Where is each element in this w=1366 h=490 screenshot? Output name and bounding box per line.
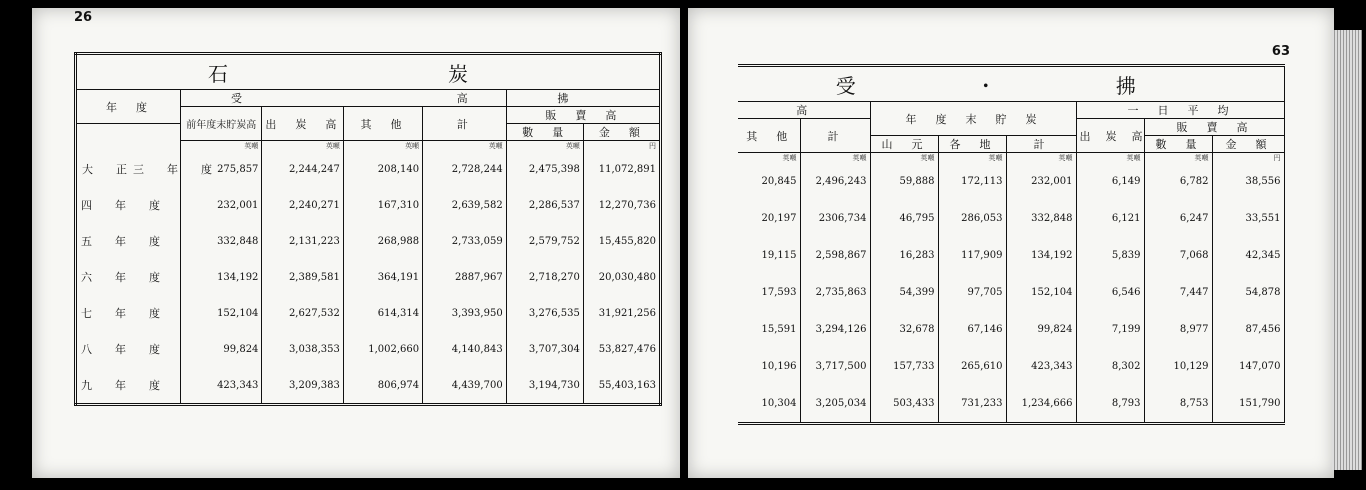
header-year: 年 度 — [76, 90, 181, 124]
daily-output-cell: 5,839 — [1076, 237, 1144, 274]
unit-ton: 英噸 — [870, 153, 938, 164]
sales-qty-cell: 2,718,270 — [506, 259, 583, 295]
header-stock-total: 計 — [1006, 136, 1076, 153]
total-cell: 2,733,059 — [423, 223, 507, 259]
daily-amt-cell: 54,878 — [1212, 274, 1284, 311]
daily-qty-cell: 6,782 — [1144, 163, 1212, 200]
total-cell: 2,728,244 — [423, 151, 507, 187]
prev-stock-cell: 275,857 — [181, 151, 262, 187]
right-title: 受 ・ 拂 — [738, 66, 1284, 102]
daily-qty-cell: 6,247 — [1144, 200, 1212, 237]
unit-yen: 円 — [583, 141, 660, 152]
daily-amt-cell: 87,456 — [1212, 311, 1284, 348]
daily-amt-cell: 151,790 — [1212, 385, 1284, 424]
sales-amt-cell: 12,270,736 — [583, 187, 660, 223]
total-cell: 2,639,582 — [423, 187, 507, 223]
stock-total-cell: 423,343 — [1006, 348, 1076, 385]
year-cell: 九 年 度 — [81, 379, 166, 392]
total-cell: 2,598,867 — [800, 237, 870, 274]
year-cell: 四 年 度 — [81, 199, 166, 212]
output-cell: 3,038,353 — [262, 331, 343, 367]
table-row — [738, 163, 1284, 200]
header-daily-output: 出 炭 高 — [1076, 119, 1144, 153]
header-year-spacer — [76, 124, 181, 141]
unit-ton: 英噸 — [782, 154, 797, 162]
prev-stock-cell: 134,192 — [181, 259, 262, 295]
header-paid: 拂 — [506, 90, 660, 107]
output-cell: 2,389,581 — [262, 259, 343, 295]
left-table — [74, 52, 662, 406]
year-cell: 七 年 度 — [81, 307, 166, 320]
table-row — [738, 348, 1284, 385]
unit-spacer — [76, 141, 181, 152]
table-row — [76, 151, 661, 187]
various-stock-cell: 172,113 — [938, 163, 1006, 200]
header-daily-qty: 數 量 — [1144, 136, 1212, 153]
daily-qty-cell: 7,447 — [1144, 274, 1212, 311]
unit-ton: 英噸 — [423, 141, 507, 152]
stock-total-cell: 99,824 — [1006, 311, 1076, 348]
total-cell: 2887,967 — [423, 259, 507, 295]
year-cell: 六 年 度 — [81, 271, 166, 284]
other-cell: 268,988 — [343, 223, 422, 259]
table-row — [76, 367, 661, 405]
other-cell: 10,196 — [761, 361, 797, 372]
other-cell: 208,140 — [343, 151, 422, 187]
total-cell: 4,439,700 — [423, 367, 507, 405]
other-cell: 17,593 — [761, 287, 797, 298]
header-daily-sales: 販 賣 高 — [1144, 119, 1284, 136]
era-label: 大 正 — [82, 163, 133, 176]
table-row — [738, 237, 1284, 274]
sales-qty-cell: 2,286,537 — [506, 187, 583, 223]
daily-output-cell: 6,121 — [1076, 200, 1144, 237]
book-page-edge — [1332, 30, 1362, 470]
daily-qty-cell: 8,977 — [1144, 311, 1212, 348]
table-row — [76, 259, 661, 295]
header-other: 其 他 — [738, 119, 800, 153]
table-row — [76, 295, 661, 331]
unit-ton: 英噸 — [938, 153, 1006, 164]
left-page — [32, 8, 680, 478]
left-title: 石 炭 — [76, 54, 661, 90]
mine-stock-cell: 59,888 — [870, 163, 938, 200]
table-row — [76, 187, 661, 223]
output-cell: 2,240,271 — [262, 187, 343, 223]
sales-amt-cell: 55,403,163 — [583, 367, 660, 405]
header-prev-stock: 前年度末貯炭高 — [181, 107, 262, 141]
total-cell: 4,140,843 — [423, 331, 507, 367]
total-cell: 3,294,126 — [800, 311, 870, 348]
various-stock-cell: 97,705 — [938, 274, 1006, 311]
daily-qty-cell: 7,068 — [1144, 237, 1212, 274]
daily-output-cell: 6,546 — [1076, 274, 1144, 311]
mine-stock-cell: 32,678 — [870, 311, 938, 348]
right-page — [688, 8, 1334, 478]
unit-ton: 英噸 — [506, 141, 583, 152]
other-cell: 10,304 — [761, 398, 797, 409]
total-cell: 2,496,243 — [800, 163, 870, 200]
unit-ton: 英噸 — [181, 141, 262, 152]
header-sales-qty: 數 量 — [506, 124, 583, 141]
other-cell: 15,591 — [761, 324, 797, 335]
other-cell: 20,197 — [761, 213, 797, 224]
daily-output-cell: 7,199 — [1076, 311, 1144, 348]
unit-ton: 英噸 — [1076, 153, 1144, 164]
table-row — [738, 274, 1284, 311]
header-total: 計 — [800, 119, 870, 153]
mine-stock-cell: 46,795 — [870, 200, 938, 237]
daily-qty-cell: 10,129 — [1144, 348, 1212, 385]
unit-ton: 英噸 — [262, 141, 343, 152]
stock-total-cell: 332,848 — [1006, 200, 1076, 237]
output-cell: 2,627,532 — [262, 295, 343, 331]
prev-stock-cell: 332,848 — [181, 223, 262, 259]
sales-qty-cell: 3,276,535 — [506, 295, 583, 331]
prev-stock-cell: 423,343 — [181, 367, 262, 405]
other-cell: 1,002,660 — [343, 331, 422, 367]
other-cell: 20,845 — [761, 176, 797, 187]
sales-amt-cell: 15,455,820 — [583, 223, 660, 259]
table-row — [76, 331, 661, 367]
stock-total-cell: 134,192 — [1006, 237, 1076, 274]
header-received-tail: 高 — [738, 102, 870, 119]
header-various: 各 地 — [938, 136, 1006, 153]
output-cell: 2,131,223 — [262, 223, 343, 259]
mine-stock-cell: 503,433 — [870, 385, 938, 424]
sales-amt-cell: 11,072,891 — [583, 151, 660, 187]
sales-amt-cell: 31,921,256 — [583, 295, 660, 331]
table-row — [76, 223, 661, 259]
various-stock-cell: 117,909 — [938, 237, 1006, 274]
sales-qty-cell: 3,707,304 — [506, 331, 583, 367]
other-cell: 19,115 — [761, 250, 797, 261]
header-sales: 販 賣 高 — [506, 107, 660, 124]
daily-amt-cell: 33,551 — [1212, 200, 1284, 237]
year-cell: 五 年 度 — [81, 235, 166, 248]
total-cell: 3,393,950 — [423, 295, 507, 331]
sales-amt-cell: 53,827,476 — [583, 331, 660, 367]
right-table — [738, 64, 1285, 425]
total-cell: 2306,734 — [800, 200, 870, 237]
unit-yen: 円 — [1212, 153, 1284, 164]
various-stock-cell: 265,610 — [938, 348, 1006, 385]
daily-output-cell: 8,302 — [1076, 348, 1144, 385]
sales-amt-cell: 20,030,480 — [583, 259, 660, 295]
other-cell: 806,974 — [343, 367, 422, 405]
total-cell: 3,205,034 — [800, 385, 870, 424]
various-stock-cell: 67,146 — [938, 311, 1006, 348]
prev-stock-cell: 152,104 — [181, 295, 262, 331]
other-cell: 614,314 — [343, 295, 422, 331]
year-cell — [76, 151, 218, 187]
header-sales-amt: 金 額 — [583, 124, 660, 141]
header-received: 受 — [181, 90, 423, 107]
daily-amt-cell: 147,070 — [1212, 348, 1284, 385]
daily-amt-cell: 42,345 — [1212, 237, 1284, 274]
unit-ton: 英噸 — [1144, 153, 1212, 164]
prev-stock-cell: 99,824 — [181, 331, 262, 367]
stock-total-cell: 152,104 — [1006, 274, 1076, 311]
header-output: 出 炭 高 — [262, 107, 343, 141]
total-cell: 3,717,500 — [800, 348, 870, 385]
page-number-right: 63 — [1271, 44, 1290, 59]
header-total: 計 — [423, 107, 507, 141]
header-daily-average: 一 日 平 均 — [1076, 102, 1284, 119]
header-other: 其 他 — [343, 107, 422, 141]
various-stock-cell: 731,233 — [938, 385, 1006, 424]
header-daily-amt: 金 額 — [1212, 136, 1284, 153]
table-row — [738, 385, 1284, 424]
year-cell: 八 年 度 — [81, 343, 166, 356]
header-mine: 山 元 — [870, 136, 938, 153]
mine-stock-cell: 16,283 — [870, 237, 938, 274]
table-row — [738, 200, 1284, 237]
unit-ton: 英噸 — [1006, 153, 1076, 164]
mine-stock-cell: 157,733 — [870, 348, 938, 385]
various-stock-cell: 286,053 — [938, 200, 1006, 237]
other-cell: 167,310 — [343, 187, 422, 223]
daily-output-cell: 8,793 — [1076, 385, 1144, 424]
output-cell: 2,244,247 — [262, 151, 343, 187]
total-cell: 2,735,863 — [800, 274, 870, 311]
sales-qty-cell: 3,194,730 — [506, 367, 583, 405]
stock-total-cell: 232,001 — [1006, 163, 1076, 200]
header-year-end-stock: 年 度 末 貯 炭 — [870, 102, 1076, 136]
daily-output-cell: 6,149 — [1076, 163, 1144, 200]
daily-qty-cell: 8,753 — [1144, 385, 1212, 424]
unit-ton: 英噸 — [800, 153, 870, 164]
mine-stock-cell: 54,399 — [870, 274, 938, 311]
other-cell: 364,191 — [343, 259, 422, 295]
unit-ton: 英噸 — [343, 141, 422, 152]
output-cell: 3,209,383 — [262, 367, 343, 405]
table-row — [738, 311, 1284, 348]
prev-stock-cell: 232,001 — [181, 187, 262, 223]
page-number-left: 26 — [74, 10, 93, 25]
daily-amt-cell: 38,556 — [1212, 163, 1284, 200]
year-label: 三 年 度 — [133, 163, 218, 176]
stock-total-cell: 1,234,666 — [1006, 385, 1076, 424]
sales-qty-cell: 2,579,752 — [506, 223, 583, 259]
header-received-tail: 高 — [423, 90, 507, 107]
sales-qty-cell: 2,475,398 — [506, 151, 583, 187]
